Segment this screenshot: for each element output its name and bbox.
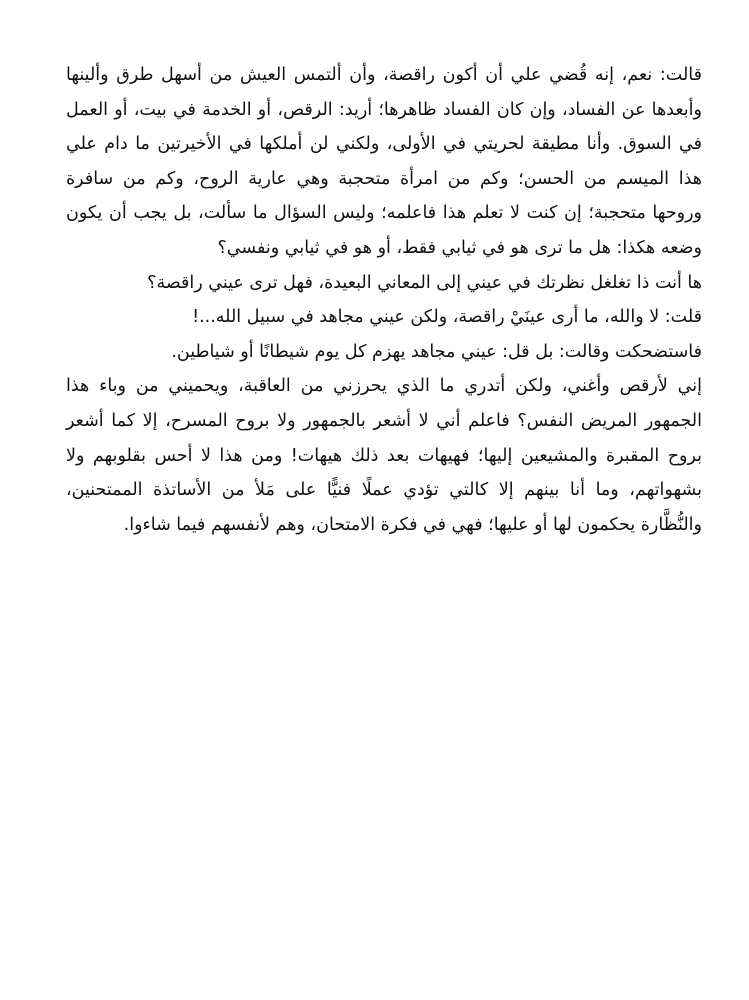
document-body (66, 58, 702, 542)
paragraph-4: فاستضحكت وقالت: بل قل: عيني مجاهد يهزم كل يوم شيطانًا أو شياطين. (171, 341, 702, 362)
paragraph-1: قالت: نعم، إنه قُضي علي أن أكون راقصة، وأن ألتمس العيش من أسهل طرق وألينها وأبعدها عن الفساد، وإن كان الفساد ظاهرها؛ أريد: الرقص، أو الخدمة في بيت، أو العمل في السوق. وأنا مطيقة لحريتي في الأولى، ولكني لن أملكها في الأخيرتين ما دام علي هذا الميسم من الحسن؛ وكم من امرأة متحجبة وهي عارية الروح، وكم من سافرة وروحها متحجبة؛ إن كنت لا تعلم هذا فاعلمه؛ وليس السؤال ما سألت، بل يجب أن يكون وضعه هكذا: هل ما ترى هو في ثيابي فقط، أو هو في ثيابي ونفسي؟ (66, 65, 702, 258)
paragraph-2: ها أنت ذا تغلغل نظرتك في عيني إلى المعاني البعيدة، فهل ترى عيني راقصة؟ (147, 272, 702, 293)
paragraph-5: إني لأرقص وأغني، ولكن أتدري ما الذي يحرزني من العاقبة، ويحميني من وباء هذا الجمهور المريض النفس؟ فاعلم أني لا أشعر بالجمهور ولا بروح المسرح، إلا كما أشعر بروح المقبرة والمشيعين إليها؛ فهيهات بعد ذلك هيهات! ومن هذا لا أحس بقلوبهم ولا بشهواتهم، وما أنا بينهم إلا كالتي تؤدي عملًا فنيًّا على مَلأ من الأساتذة الممتحنين، والنُّظَّارة يحكمون لها أو عليها؛ فهي في فكرة الامتحان، وهم لأنفسهم فيما شاءوا. (66, 376, 702, 535)
paragraph-3: قلت: لا والله، ما أرى عينَيْ راقصة، ولكن عيني مجاهد في سبيل الله...! (192, 307, 702, 328)
